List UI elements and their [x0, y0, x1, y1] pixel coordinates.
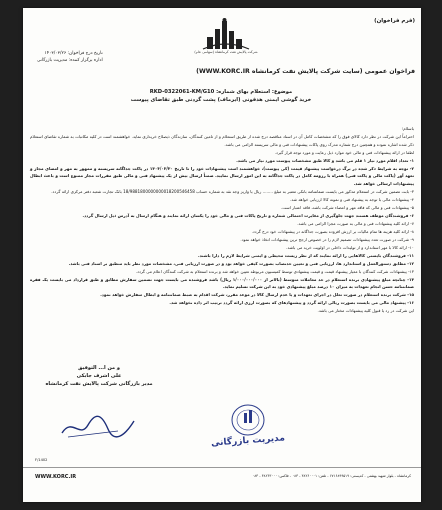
handwritten-signature-icon — [58, 413, 138, 441]
body-paragraph: این شرکت در رد یا قبول کلیه پیشنهادات مختار می باشد. — [317, 308, 414, 313]
body-paragraph: ۱۰- ارائه کالا با مهر استاندارد و از تولیدات داخلی در اولویت خرید می باشد. — [286, 244, 414, 250]
footer-website-link[interactable]: WWW.KORC.IR — [35, 474, 77, 480]
body-paragraph: ۱۱- فروشندگان بایستی کالاهایی را ارائه نمایند که از نظر زیست محیطی و ایمنی شرایط لازم را دارا باشند. — [198, 252, 414, 258]
signatory-role: مدیر بازرگانی شرکت پالایش نفت کرمانشاه — [45, 381, 153, 387]
body-paragraph: ۷- ارائه کلیه پیشنهادات فنی و مالی به صورت مجزا الزامی می باشد. — [297, 220, 414, 226]
footer — [23, 458, 421, 502]
document-body — [30, 125, 414, 315]
subject-line-2: خرید گوشی ایمنی هدفونی (ایرماف) پشت گردنی طبق تقاضای پیوست — [130, 97, 312, 103]
body-paragraph: ۵- پیشنهادات فنی و مالی که فاقد مهر و امضاء شرکت باشد، فاقد اعتبار است. — [280, 204, 414, 210]
footer-address: کرمانشاه - بلوار شهید بهشتی - کدپستی: ۶۷۱۶۸۹۹۵۱۹ - تلفن: ۳۸۲۶۰۰۰۱ - ۰۸۳ - فاکس: ۳۸۲۶۳۰۰۰ - ۰۸۳ — [252, 474, 411, 478]
document-page — [23, 8, 421, 502]
body-paragraph: ۸- ارائه کلیه هزینه ها تمام مالیات بر ارزش افزوده بصورت جداگانه در پیشنهادات خود درج گردد. — [251, 228, 414, 234]
form-code: F/1402 — [35, 458, 48, 462]
signature-block — [39, 364, 159, 388]
body-paragraph: احتراماً این شرکت در نظر دارد کالای فوق را که مشخصات کامل آن در اسناد مناقصه درج شده از طریق استعلام و از تامین کنندگان، سازندگان ذیصلاح خریداری نماید. خواهشمند است در کلیه مکاتبات به شماره تقاضای استعلام ذکر شده اشاره نموده و همچنین درج شماره مدرک روی پاکات پیشنهادات فنی و مالی سرپسته الزامی می باشد. — [30, 134, 414, 147]
body-paragraph: ۴- پیشنهادات مالی با توجه به پیشنهاد فنی و نمونه کالا ارزیابی خواهد شد. — [290, 196, 414, 202]
body-paragraph: ۱۶- پیشنهاد مالی می بایست بصورت ریالی ارائه گردد و پیشنهادهای که بصورت ارزی ارائه گردد ترتیب اثر داده نخواهد شد. — [169, 300, 414, 305]
body-paragraph: ۱۲- مطابق دستورالعمل و استاندارد ها، ارزیابی فنی و تعیین حدنصاب بصورت کیفی خواهد بود و در صورت ارزیابی فنی، مشخصات مورد نظر باید منطبق بر اسناد فنی باشد. — [68, 260, 414, 266]
meta-date: تاریخ درج فراخوان: ۱۴۰۳/۰۳/۲۶ — [44, 51, 103, 56]
closing-text: و من ا... التوفیق — [78, 365, 120, 371]
paragraph-list — [30, 133, 414, 315]
body-paragraph: ۱- تعداد اقلام مورد نیاز ۱ قلم می باشد و کالا طبق مشخصات پیوست مورد نیاز می باشد. — [236, 157, 414, 163]
letterhead — [23, 8, 421, 70]
body-paragraph: ۱۳- پیشنهادات شرکت کنندگان با معیار پیشنهاد قیمت و قیمت پیشنهادی توسط کمیسیون مربوطه تعیین خواهد شد و برنده استعلام به شرکت کنندگان اعلام می گردد. — [135, 268, 414, 274]
form-label: (فرم فراخوان) — [374, 18, 415, 24]
meta-office: اداره برگزار کننده: مدیریت بازرگانی — [37, 57, 103, 63]
body-paragraph: ۳- بابت تضمین شرکت در استعلام مذکور می بایست ضمانتنامه بانکی معتبر به مبلغ ........ ریال یا واریز وجه نقد به شماره حساب 18/9881800000000018200546458 بانک تجارت شعبه دفتر مرکزی ارائه گردد. — [51, 188, 414, 194]
body-paragraph: ۲- توجه به شرایط ذکر شده در برگ درخواست پیشنهاد قیمت (کی پیوست)، خواهشمند است پیشنهادات خود را تا تاریخ ۱۴۰۳/۰۳/۳۰ در پاکت جداگانه سرپسته و ممهور به مهر و امضای مجاز و تعهد آور (پاکت مالی و پاکت فنی) همراه با رزومه کامل در پاکت جداگانه به این امور ارسال نمایید. ضمناً ارسال بیش از یک پیشنهاد فنی و مالی طبق مقررات مجاز ممنوع است و باعث ابطال پیشنهادات ارسالی خواهد شد. — [30, 165, 414, 186]
body-paragraph: ۶- فروشندگان موظف هستند جهت جلوگیری از مغایرت احتمالی شماره و تاریخ پاکات فنی و مالی خود را یکسان ارائه نمایند و هنگام ارسال به آدرس ذیل ارسال گردد. — [82, 212, 414, 218]
seal-text: مدیریت بازرگانی — [210, 433, 286, 449]
document-meta — [37, 51, 103, 64]
signatory-name: علی اشرف جابکی — [76, 373, 122, 379]
logo-caption: شرکت پالایش نفت کرمانشاه (سهامی عام) — [194, 50, 258, 54]
body-paragraph: ۱۴- چنانچه مبلغ پیشنهادی برنده استعلام در حد معاملات متوسط (بالاتر از ۱/۰۰۰/۰۰۰/۰۰۰ ریال) باشد فروشنده می بایست جهت تضمین سفارش مطابق و طبق قرارداد می بایست یک فقره ضمانتنامه حسن انجام تعهدات به میزان ۱۰ درصد مبلغ پیشنهادی خود به این شرکت تسلیم نماید. — [30, 276, 414, 289]
greeting: باسلام؛ — [401, 126, 414, 131]
subject-block — [101, 88, 341, 104]
refinery-logo-icon — [197, 17, 255, 51]
document-title: فراخوان عمومی (سایت شرکت پالایش نفت کرمانشاه WWW.KORC.IR) — [196, 68, 415, 75]
body-paragraph: لطفا در ارائه پیشنهادات فنی و مالی خود موارد ذیل رعایت و مورد توجه قرار گیرد. — [274, 149, 414, 155]
subject-line-1: موضوع: استعلام بهای شماره: RKD-0322061-KM/G10 — [149, 89, 293, 95]
body-paragraph: ۱۵- شرکت برنده استعلام در صورت تعلل در اجرای تعهدات و یا عدم ارسال کالا در موعد مقرر، شرکت اقدام به ضبط ضمانتنامه و ابطال سفارش خواهد نمود. — [100, 292, 414, 297]
body-paragraph: ۹- شرکت در صورت تعدد پیشنهادات تصمیم لازم را در خصوص ارجح ترین پیشنهادات اتخاذ خواهد نمود. — [240, 236, 414, 242]
